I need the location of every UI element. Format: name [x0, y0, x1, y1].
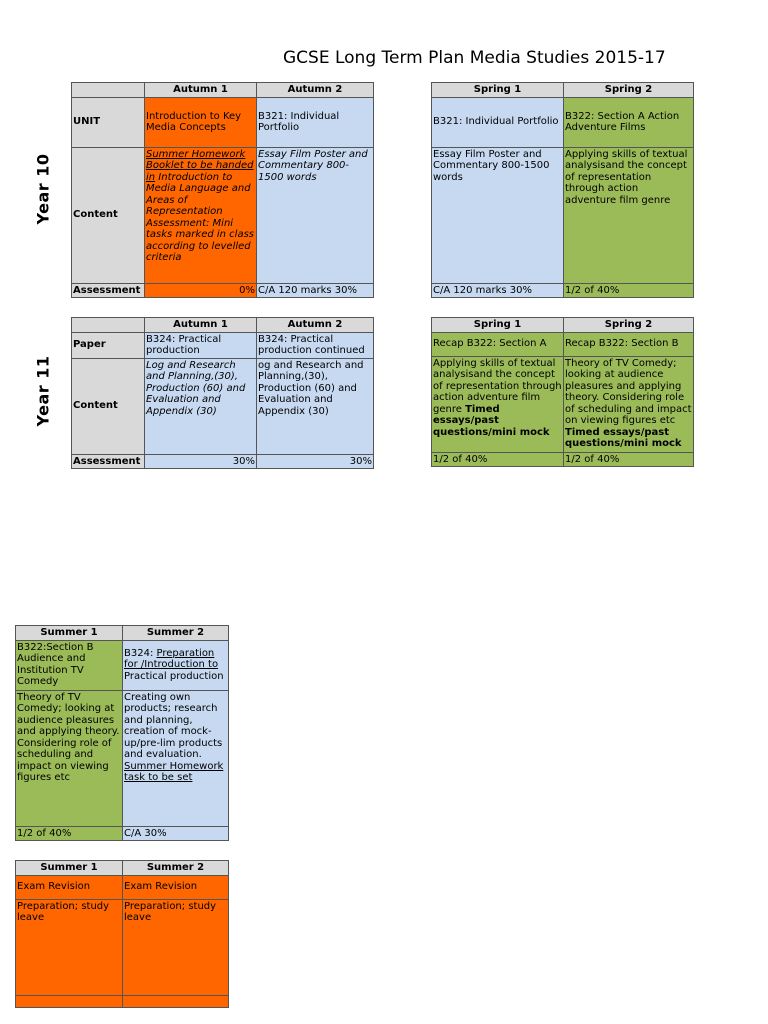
cell-assess-spring-1: 1/2 of 40% [432, 452, 564, 467]
cell-paper-spring-2: Recap B322: Section B [564, 332, 694, 356]
assessment-label: Assessment [72, 283, 145, 298]
cell-unit-summer-1: B322:Section B Audience and Institution TV Comedy [16, 640, 123, 690]
cell-paper-autumn-1: B324: Practical production [145, 332, 257, 358]
header-spring-2: Spring 2 [564, 318, 694, 333]
cell-unit-spring-2: B322: Section A Action Adventure Films [564, 97, 694, 147]
cell-content-spring-1: Applying skills of textual analysisand the concept of representation through action adventure film genre Timed essays/past questions/mini mock [432, 356, 564, 452]
year11-spring-table [431, 317, 694, 467]
cell-unit-spring-1: B321: Individual Portfolio [432, 97, 564, 147]
page-title: GCSE Long Term Plan Media Studies 2015-17 [283, 48, 666, 68]
cell-unit-summer-2: Exam Revision [123, 875, 229, 899]
header-autumn-2: Autumn 2 [257, 318, 374, 333]
header-summer-2: Summer 2 [123, 626, 229, 641]
cell-content-spring-2: Applying skills of textual analysisand the concept of representation through action adventure film genre [564, 147, 694, 283]
year11-summer-table [15, 860, 229, 1008]
paper-label: Paper [72, 332, 145, 358]
cell-assess-spring-2: 1/2 of 40% [564, 452, 694, 467]
cell-unit-summer-1: Exam Revision [16, 875, 123, 899]
cell-assess-summer-1 [16, 995, 123, 1007]
cell-content-summer-2: Preparation; study leave [123, 899, 229, 995]
unit-label: UNIT [72, 97, 145, 147]
cell-paper-spring-1: Recap B322: Section A [432, 332, 564, 356]
cell-assess-autumn-2: C/A 120 marks 30% [257, 283, 374, 298]
year-11-label: Year 11 [33, 355, 53, 427]
cell-unit-summer-2: B324: Preparation for /Introduction to Practical production [123, 640, 229, 690]
header-summer-1: Summer 1 [16, 861, 123, 876]
content-label: Content [72, 147, 145, 283]
header-autumn-1: Autumn 1 [145, 83, 257, 98]
cell-unit-autumn-2: B321: Individual Portfolio [257, 97, 374, 147]
cell-content-spring-2: Theory of TV Comedy; looking at audience pleasures and applying theory. Considering role of scheduling and impact on viewing figures etc Timed essays/past questions/mini mock [564, 356, 694, 452]
header-autumn-2: Autumn 2 [257, 83, 374, 98]
header-summer-1: Summer 1 [16, 626, 123, 641]
cell-assess-spring-1: C/A 120 marks 30% [432, 283, 564, 298]
year10-summer-table [15, 625, 229, 841]
cell-assess-autumn-2: 30% [257, 454, 374, 469]
assessment-label: Assessment [72, 454, 145, 469]
cell-content-spring-1: Essay Film Poster and Commentary 800-1500 words [432, 147, 564, 283]
cell-assess-autumn-1: 0% [145, 283, 257, 298]
header-autumn-1: Autumn 1 [145, 318, 257, 333]
cell-assess-summer-2 [123, 995, 229, 1007]
year10-spring-table [431, 82, 694, 298]
cell-content-autumn-2: og and Research and Planning,(30), Production (60) and Evaluation and Appendix (30) [257, 358, 374, 454]
cell-paper-autumn-2: B324: Practical production continued [257, 332, 374, 358]
cell-content-autumn-1: Summer Homework Booklet to be handed in Introduction to Media Language and Areas of Representation Assessment: Mini tasks marked in class according to levelled criteria [145, 147, 257, 283]
cell-assess-summer-2: C/A 30% [123, 826, 229, 841]
cell-content-summer-2: Creating own products; research and planning, creation of mock-up/pre-lim products and evaluation. Summer Homework task to be set [123, 690, 229, 826]
cell-assess-spring-2: 1/2 of 40% [564, 283, 694, 298]
cell-assess-autumn-1: 30% [145, 454, 257, 469]
year-10-label: Year 10 [33, 153, 53, 225]
cell-unit-autumn-1: Introduction to Key Media Concepts [145, 97, 257, 147]
header-spring-2: Spring 2 [564, 83, 694, 98]
cell-content-autumn-2: Essay Film Poster and Commentary 800-1500 words [257, 147, 374, 283]
year11-autumn-table [71, 317, 374, 469]
header-spring-1: Spring 1 [432, 83, 564, 98]
header-summer-2: Summer 2 [123, 861, 229, 876]
homework-note: Summer Homework task to be set [124, 760, 224, 783]
cell-content-summer-1: Preparation; study leave [16, 899, 123, 995]
cell-assess-summer-1: 1/2 of 40% [16, 826, 123, 841]
cell-content-autumn-1: Log and Research and Planning,(30), Production (60) and Evaluation and Appendix (30) [145, 358, 257, 454]
year10-autumn-table [71, 82, 374, 298]
homework-note: Summer Homework Booklet to be handed in [146, 148, 254, 183]
header-spring-1: Spring 1 [432, 318, 564, 333]
content-label: Content [72, 358, 145, 454]
cell-content-summer-1: Theory of TV Comedy; looking at audience pleasures and applying theory. Considering role of scheduling and impact on viewing figures etc [16, 690, 123, 826]
